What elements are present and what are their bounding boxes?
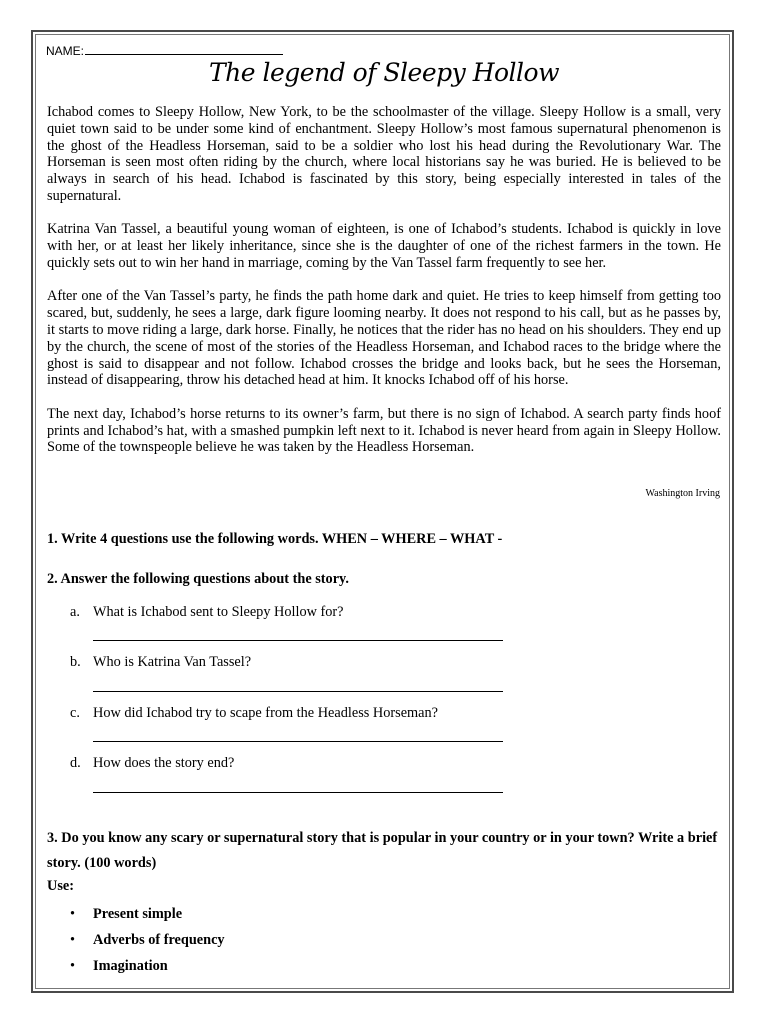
bullet-icon: • xyxy=(70,906,76,922)
item-text: How did Ichabod try to scape from the Headless Horseman? xyxy=(93,705,439,721)
story-paragraph: Ichabod comes to Sleepy Hollow, New York, to be the schoolmaster of the village. Sleepy Hollow is a small, very quiet town said to be under some kind of enchantment. Sleepy Hollow’s most famous supernatural phenomenon is the ghost of the Headless Horseman, said to be a soldier who lost his head during the Revolutionary War. The Horseman is seen most often riding by the church, where local historians say he was buried. He is believed to be always in search of his head. Ichabod is fascinated by this story, being especially interested in tales of the supernatural. xyxy=(47,104,721,204)
question-2d xyxy=(70,755,234,772)
story-paragraph: Katrina Van Tassel, a beautiful young woman of eighteen, is one of Ichabod’s students. Ichabod is quickly in love with her, or at least her likely inheritance, since she is the daughter of one of the richest farmers in the town. He quickly sets out to win her hand in marriage, coming by the Van Tassel farm frequently to see her. xyxy=(47,221,721,271)
answer-line-b[interactable] xyxy=(93,691,503,692)
item-letter: b. xyxy=(70,654,81,670)
question-3: 3. Do you know any scary or supernatural story that is popular in your country or in your town? Write a brief story. (100 words) xyxy=(47,830,718,871)
item-text: How does the story end? xyxy=(93,755,235,771)
question-1: 1. Write 4 questions use the following words. WHEN – WHERE – WHAT - xyxy=(47,531,503,547)
name-blank-line[interactable] xyxy=(85,44,283,55)
page-title: The legend of Sleepy Hollow xyxy=(209,58,559,87)
question-2a xyxy=(70,604,344,621)
bullet-text: Imagination xyxy=(93,958,168,974)
bullet-icon: • xyxy=(70,958,76,974)
name-field[interactable] xyxy=(46,44,283,58)
bullet-item xyxy=(70,906,182,923)
name-label: NAME: xyxy=(46,44,85,58)
bullet-text: Adverbs of frequency xyxy=(93,932,225,948)
bullet-item xyxy=(70,932,225,949)
story-text xyxy=(47,104,721,473)
answer-line-a[interactable] xyxy=(93,640,503,641)
item-letter: a. xyxy=(70,604,80,620)
bullet-icon: • xyxy=(70,932,76,948)
bullet-item xyxy=(70,958,168,975)
question-2c xyxy=(70,705,438,722)
answer-line-d[interactable] xyxy=(93,792,503,793)
question-2b xyxy=(70,654,251,671)
story-author: Washington Irving xyxy=(645,488,720,499)
question-2: 2. Answer the following questions about the story. xyxy=(47,571,349,587)
item-letter: d. xyxy=(70,755,81,771)
item-text: Who is Katrina Van Tassel? xyxy=(93,654,252,670)
story-paragraph: After one of the Van Tassel’s party, he finds the path home dark and quiet. He tries to keep himself from getting too scared, but, suddenly, he sees a large, dark figure looming nearby. It does not respond to his call, but as he passes by, it starts to move riding a large, dark horse. Finally, he notices that the rider has no head on his shoulders. They end up by the church, the scene of most of the stories of the Headless Horseman, and Ichabod races to the bridge where the ghost is said to disappear and not follow. Ichabod crosses the bridge and looks back, but he sees the Horseman, instead of disappearing, throw his detached head at him. It knocks Ichabod off of his horse. xyxy=(47,288,721,389)
use-label: Use: xyxy=(47,878,74,894)
item-text: What is Ichabod sent to Sleepy Hollow for? xyxy=(93,604,344,620)
item-letter: c. xyxy=(70,705,80,721)
story-paragraph: The next day, Ichabod’s horse returns to its owner’s farm, but there is no sign of Ichabod. A search party finds hoof prints and Ichabod’s hat, with a smashed pumpkin left next to it. Ichabod is never heard from again in Sleepy Hollow. Some of the townspeople believe he was taken by the Headless Horseman. xyxy=(47,405,721,456)
bullet-text: Present simple xyxy=(93,906,183,922)
answer-line-c[interactable] xyxy=(93,741,503,742)
